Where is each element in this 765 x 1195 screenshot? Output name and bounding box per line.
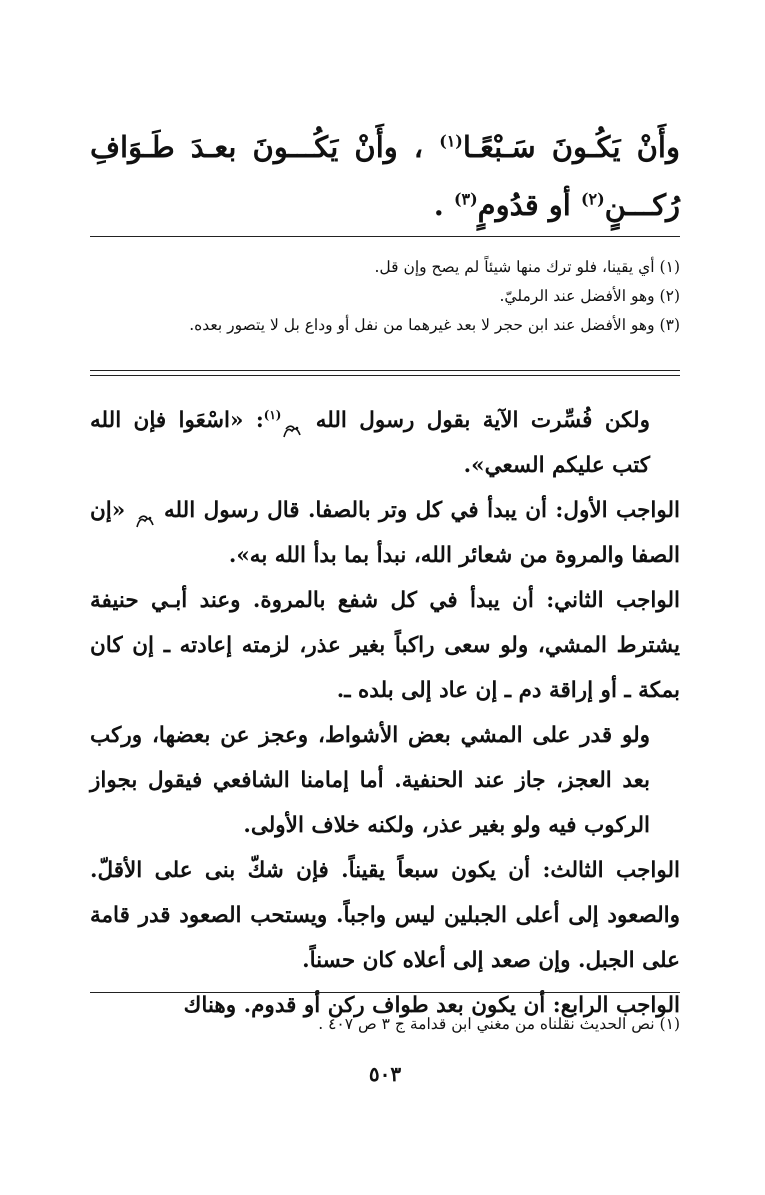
section-heading: الواجب الأول: [555,498,680,523]
footnote-ref: (١) [263,407,282,422]
paragraph-text: أن يبدأ في كل شفع بالمروة. وعند أبـي حنيفة يشترط المشي، ولو سعى راكباً بغير عذر، لزمته إعادته ـ إن كان بمكة ـ أو إراقة دم ـ إن عاد إلى بلده ـ. [90,588,680,703]
top-footnotes [90,253,680,340]
paragraph-text: : «اسْعَوا فإن الله كتب عليكم السعي». [90,408,650,478]
footnote-item [90,311,680,340]
pbuh-ligature-icon [134,502,156,520]
section-divider-bottom [90,375,680,376]
footnote-ref: (٣) [454,189,478,209]
top-text-line3: أو قدُومٍ [477,188,571,222]
footnote-number: (٢) [659,287,680,305]
paragraph-text: «إن الصفا والمروة من شعائر الله، نبدأ بما بدأ الله به». [90,498,680,568]
top-text-line1: وأَنْ يَكُـونَ سَـبْعًـا [462,130,680,164]
footnote-divider [90,992,680,993]
paragraph-3 [90,578,680,713]
pbuh-ligature-icon [281,412,303,430]
footnote-divider [90,236,680,237]
footnote-item [90,253,680,282]
footnote-number: (٣) [659,316,680,334]
footnote-text: وهو الأفضل عند ابن حجر لا بعد غيرهما من نفل أو وداع بل لا يتصور بعده. [189,316,655,334]
paragraph-text: ولو قدر على المشي بعض الأشواط، وعجز عن بعضها، وركب بعد العجز، جاز عند الحنفية. أما إمامنا الشافعي فيقول بجواز الركوب فيه ولو بغير عذر، ولكنه خلاف الأولى. [90,723,650,838]
book-page [90,0,680,1195]
footnote-text: أي يقينا، فلو ترك منها شيئاً لم يصح وإن قل. [374,258,655,276]
top-text-block [90,118,680,234]
paragraph-5 [90,848,680,983]
footnote-text: نص الحديث نقلناه من مغني ابن قدامة ج ٣ ص ٤٠٧ . [318,1015,655,1033]
top-text-end: . [433,188,444,222]
section-heading: الواجب الثاني: [546,588,680,613]
page-number: ٥٠٣ [368,1062,402,1086]
paragraph-4 [90,713,680,848]
paragraph-text: أن يكون سبعاً يقيناً. فإن شكّ بنى على الأقلّ. والصعود إلى أعلى الجبلين ليس واجباً. ويستحب الصعود قدر قامة على الجبل. وإن صعد إلى أعلاه كان حسناً. [90,858,680,973]
footnote-item [90,282,680,311]
top-text-line2: ، وأَنْ يَكُـــونَ بعـدَ طَـوَافِ رُكـــنٍ [90,130,680,222]
section-heading: الواجب الثالث: [542,858,680,883]
footnote-ref: (٢) [580,189,605,209]
section-divider-top [90,370,680,371]
footnote-number: (١) [659,1015,680,1033]
footnote-number: (١) [659,258,680,276]
paragraph-2 [90,488,680,578]
section-heading: الواجب الرابع: [552,993,680,1018]
paragraph-text: أن يبدأ في كل وتر بالصفا. قال رسول الله [164,498,547,523]
paragraph-1 [90,398,680,488]
bottom-footnote [90,1010,680,1039]
footnote-ref: (١) [439,131,463,151]
footnote-text: وهو الأفضل عند الرمليّ. [499,287,655,305]
paragraph-text: ولكن فُسِّرت الآية بقول رسول الله [315,408,650,433]
paragraph-text: أن يكون بعد طواف ركن أو قدوم. وهناك [183,993,546,1018]
main-text [90,398,680,1028]
